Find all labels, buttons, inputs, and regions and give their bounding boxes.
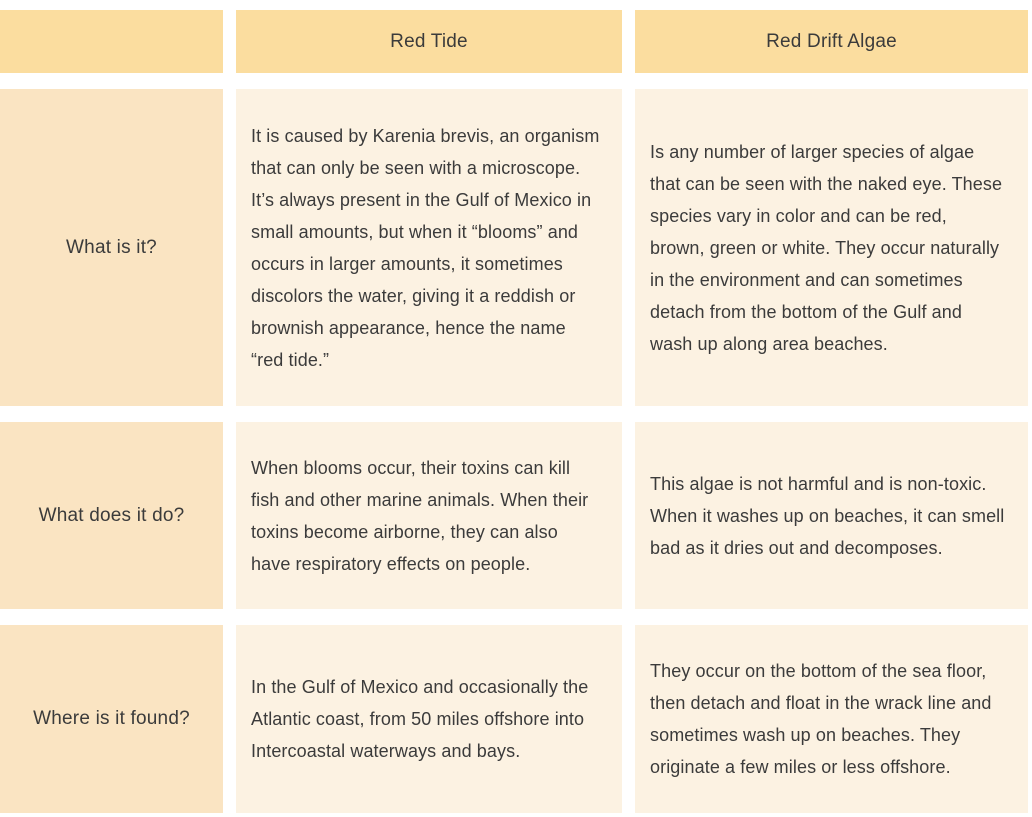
column-header-label: Red Tide xyxy=(390,30,468,52)
comparison-table xyxy=(0,10,1028,813)
cell-text: When blooms occur, their toxins can kill fish and other marine animals. When their toxins become airborne, they can also have respiratory effects on people. xyxy=(251,457,589,574)
cell-text: In the Gulf of Mexico and occasionally the Atlantic coast, from 50 miles offshore into Intercoastal waterways and bays. xyxy=(251,677,589,761)
column-header-red-drift-algae xyxy=(635,10,1028,73)
column-header-red-tide xyxy=(236,10,622,73)
cell-text: This algae is not harmful and is non-toxic. When it washes up on beaches, it can smell bad as it dries out and decomposes. xyxy=(650,473,1005,558)
row-label-what-is-it xyxy=(0,89,223,406)
cell-text: Is any number of larger species of algae that can be seen with the naked eye. These species vary in color and can be red, brown, green or white. They occur naturally in the environment and can sometimes detach from the bottom of the Gulf and wash up along area beaches. xyxy=(650,141,1003,354)
cell-red-tide-what-does-it-do xyxy=(236,422,622,609)
cell-text: It is caused by Karenia brevis, an organism that can only be seen with a microscope. It’s always present in the Gulf of Mexico in small amounts, but when it “blooms” and occurs in larger amounts, it sometimes discolors the water, giving it a reddish or brownish appearance, hence the name “red tide.” xyxy=(251,125,600,370)
row-label-text: What is it? xyxy=(66,236,157,258)
cell-red-tide-where-is-it-found xyxy=(236,625,622,813)
row-label-text: What does it do? xyxy=(38,504,185,526)
column-header-label: Red Drift Algae xyxy=(766,30,897,52)
table-corner-cell xyxy=(0,10,223,73)
cell-red-drift-algae-what-is-it xyxy=(635,89,1028,406)
row-label-text: Where is it found? xyxy=(33,708,190,729)
row-label-what-does-it-do xyxy=(0,422,223,609)
cell-red-drift-algae-where-is-it-found xyxy=(635,625,1028,813)
row-label-where-is-it-found xyxy=(0,625,223,813)
cell-red-tide-what-is-it xyxy=(236,89,622,406)
cell-red-drift-algae-what-does-it-do xyxy=(635,422,1028,609)
cell-text: They occur on the bottom of the sea floor, then detach and float in the wrack line and sometimes wash up on beaches. They originate a few miles or less offshore. xyxy=(650,661,992,777)
